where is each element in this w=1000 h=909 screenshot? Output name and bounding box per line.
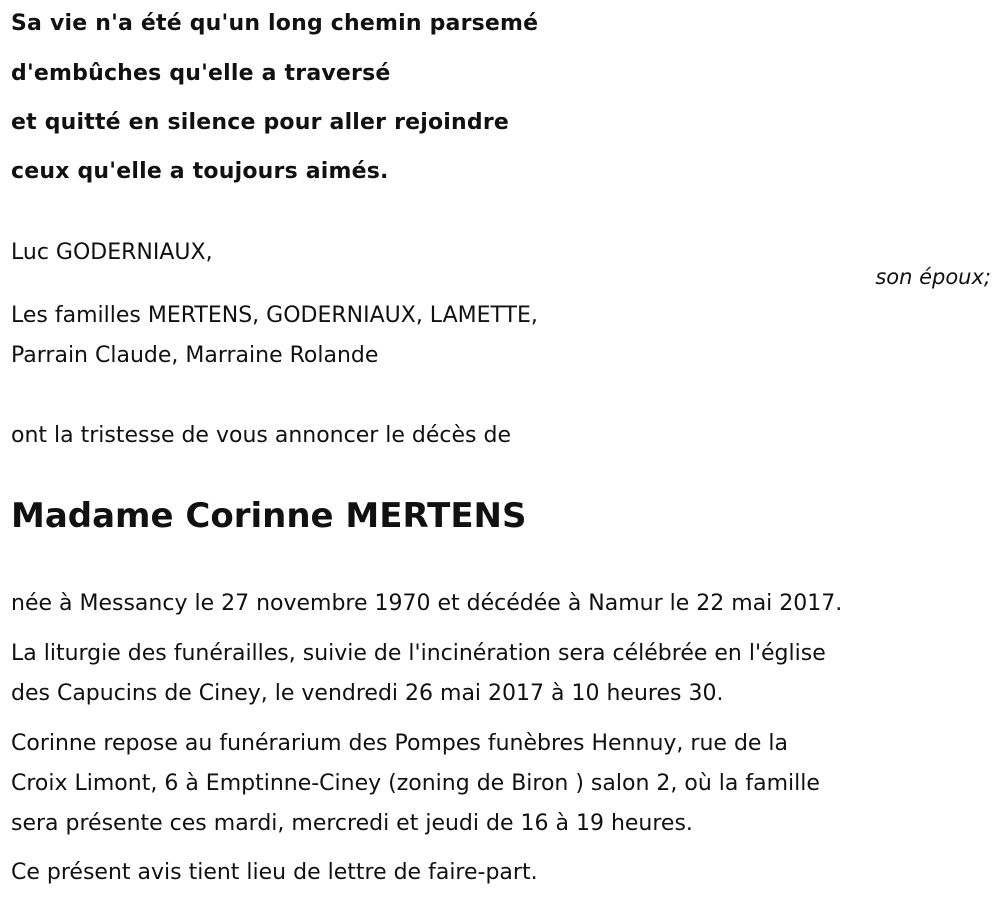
repose-line-1: Corinne repose au funérarium des Pompes funèbres Hennuy, rue de la — [11, 731, 789, 756]
closing-text: Ce présent avis tient lieu de lettre de faire-part. — [11, 860, 538, 885]
deceased-name: Madame Corinne MERTENS — [11, 496, 527, 536]
poem-line-1: Sa vie n'a été qu'un long chemin parsemé — [11, 11, 539, 36]
poem-line-4: ceux qu'elle a toujours aimés. — [11, 159, 389, 184]
repose-line-2: Croix Limont, 6 à Emptinne-Ciney (zoning de Biron ) salon 2, où la famille — [11, 771, 820, 796]
spouse-role: son époux; — [875, 265, 991, 289]
funeral-line-2: des Capucins de Ciney, le vendredi 26 mai 2017 à 10 heures 30. — [11, 681, 724, 706]
poem-line-3: et quitté en silence pour aller rejoindre — [11, 110, 510, 135]
spouse-name: Luc GODERNIAUX, — [11, 240, 213, 265]
families-line-2: Parrain Claude, Marraine Rolande — [11, 343, 379, 368]
birth-death-text: née à Messancy le 27 novembre 1970 et décédée à Namur le 22 mai 2017. — [11, 591, 843, 616]
families-line-1: Les familles MERTENS, GODERNIAUX, LAMETTE, — [11, 303, 538, 328]
obituary-notice — [11, 0, 991, 909]
announcement-text: ont la tristesse de vous annoncer le décès de — [11, 423, 512, 448]
funeral-line-1: La liturgie des funérailles, suivie de l'incinération sera célébrée en l'église — [11, 641, 826, 666]
poem-line-2: d'embûches qu'elle a traversé — [11, 61, 391, 86]
repose-line-3: sera présente ces mardi, mercredi et jeudi de 16 à 19 heures. — [11, 811, 693, 836]
